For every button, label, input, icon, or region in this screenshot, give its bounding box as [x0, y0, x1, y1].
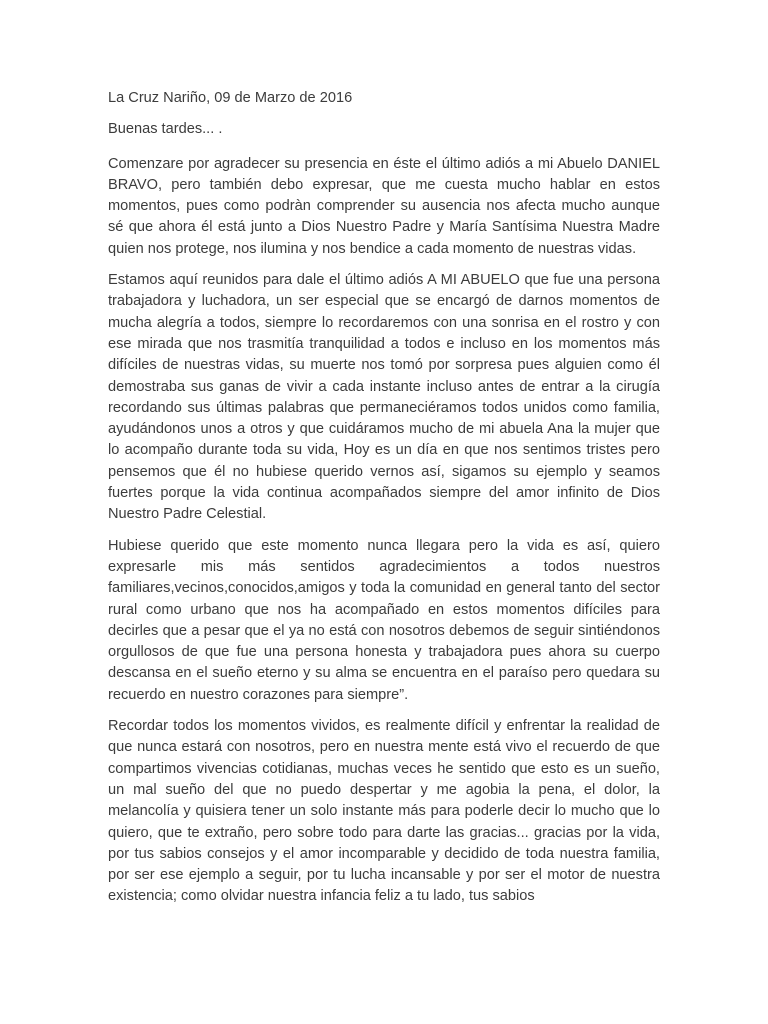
paragraph-intro: Comenzare por agradecer su presencia en éste el último adiós a mi Abuelo DANIEL BRAVO, pero también debo expresar, que me cuesta mucho hablar en estos momentos, pues como podràn comprender su ausencia nos afecta mucho aunque sé que ahora él está junto a Dios Nuestro Padre y María Santísima Nuestra Madre quien nos protege, nos ilumina y nos bendice a cada momento de nuestras vidas. [108, 155, 660, 257]
paragraph-farewell: Estamos aquí reunidos para dale el último adiós A MI ABUELO que fue una persona trabajadora y luchadora, un ser especial que se encargó de darnos momentos de mucha alegría a todos, siempre lo recordaremos con una sonrisa en el rostro y con ese mirada que nos trasmitía tranquilidad a todos e incluso en los momentos más difíciles de nuestras vidas, su muerte nos tomó por sorpresa pues alguien como él demostraba sus ganas de vivir a cada instante incluso antes de entrar a la cirugía recordando sus últimas palabras que permaneciéramos todos unidos como familia, ayudándonos unos a otros y que cuidáramos mucho de mi abuela Ana la mujer que lo acompaño durante toda su vida, Hoy es un día en que nos sentimos tristes pero pensemos que él no hubiese querido vernos así, sigamos su ejemplo y seamos fuertes porque la vida continua acompañados siempre del amor infinito de Dios Nuestro Padre Celestial. [108, 272, 660, 523]
date-line: La Cruz Nariño, 09 de Marzo de 2016 [108, 90, 353, 106]
greeting: Buenas tardes... . [108, 121, 223, 138]
paragraph-thanks: Hubiese querido que este momento nunca llegara pero la vida es así, quiero expresarle mis más sentidos agradecimientos a todos nuestros familiares,vecinos,conocidos,amigos y toda la comunidad en general tanto del sector rural como urbano que nos ha acompañado en estos momentos difíciles para decirles que a pesar que el ya no está con nosotros debemos de seguir sintiéndonos orgullosos de que fue una persona honesta y trabajadora pues ahora su cuerpo descansa en el sueño eterno y su alma se encuentra en el paraíso pero quedara su recuerdo en nuestro corazones para siempre”. [108, 537, 660, 703]
paragraph-memories: Recordar todos los momentos vividos, es realmente difícil y enfrentar la realidad de que nunca estará con nosotros, pero en nuestra mente está vivo el recuerdo de que compartimos vivencias cotidianas, muchas veces he sentido que esto es un sueño, un mal sueño del que no puedo despertar y me agobia la pena, el dolor, la melancolía y quisiera tener un solo instante más para poderle decir lo mucho que lo quiero, que te extraño, pero sobre todo para darte las gracias... gracias por la vida, por tus sabios consejos y el amor incomparable y decidido de toda nuestra familia, por ser ese ejemplo a seguir, por tu lucha incansable y por ser el motor de nuestra existencia; como olvidar nuestra infancia feliz a tu lado, tus sabios [108, 718, 660, 905]
document-page [108, 88, 660, 918]
